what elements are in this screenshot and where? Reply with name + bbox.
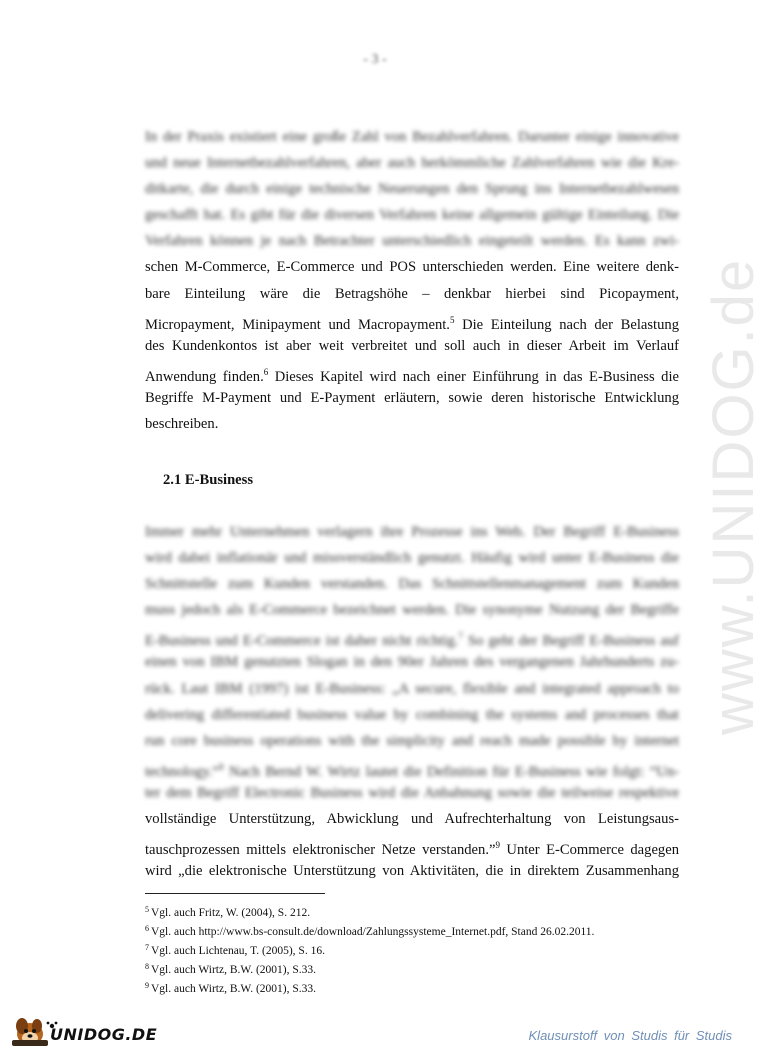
text-line [145,228,679,254]
text-line-continuation: Die Einteilung nach der Belastung [454,316,679,333]
text-line-content: Immer mehr Unternehmen verlagern ihre Prozesse ins Web. Der Begriff E-Business [145,524,679,540]
text-line-content: schen M-Commerce, E-Commerce und POS unterschieden werden. Eine weitere denk- [145,259,679,276]
footnote-reference[interactable]: 8 [219,761,224,772]
footnote-item [145,940,679,959]
text-line [145,202,679,228]
text-line-content: E-Business und E-Commerce ist daher nicht richtig. [145,633,459,650]
text-line-content: ditkarte, die durch einige technische Neuerungen den Sprung ins Internetbezahlwesen [145,181,679,198]
text-line [145,150,679,176]
text-line [145,545,679,571]
footnote-number: 8 [145,962,149,971]
footnote-item [145,902,679,921]
page-number: - 3 - [363,52,387,67]
text-line-content: Verfahren können je nach Betrachter unterschiedlich eingeteilt werden. Es kann zwi- [145,233,679,250]
text-line [145,519,679,545]
text-line [145,124,679,150]
text-line-content: geschafft hat. Es gibt für die diversen Verfahren keine allgemein gültige Einteilung. Die [145,207,679,224]
footnotes [145,902,679,997]
text-line [145,623,679,649]
text-line [145,571,679,597]
text-line-content: wird „die elektronische Unterstützung von Aktivitäten, die in direktem Zusammenhang [145,863,679,880]
paragraph-intro [145,124,679,437]
section-heading: 2.1 E-Business [163,472,254,488]
text-line [145,780,679,806]
text-line-content: Anwendung finden. [145,368,264,385]
footnote-item [145,978,679,997]
text-line-content: Schnittstelle zum Kunden verstanden. Das Schnittstellenmanagement zum Kunden [145,576,679,593]
footnote-item [145,921,679,940]
text-line [145,806,679,832]
text-line [145,649,679,675]
text-line [145,858,679,884]
text-line [145,676,679,702]
footnote-text: Vgl. auch Wirtz, B.W. (2001), S.33. [151,964,316,976]
text-line [145,728,679,754]
paragraph-e-business [145,519,679,884]
text-line-content: beschreiben. [145,416,219,433]
text-line [145,702,679,728]
text-line-continuation: Unter E-Commerce dagegen [499,842,680,859]
footnote-text: Vgl. auch Wirtz, B.W. (2001), S.33. [151,983,316,995]
footnote-text: Vgl. auch Fritz, W. (2004), S. 212. [151,907,311,919]
dog-mascot-icon [12,1018,48,1046]
text-line-content: rück. Laut IBM (1997) ist E-Business: „A secure, flexible and integrated approach to [145,680,679,697]
text-line-content: bare Einteilung wäre die Betragshöhe – denkbar hierbei sind Picopayment, [145,285,679,302]
footnote-reference[interactable]: 7 [458,631,463,642]
text-line-content: einen von IBM genutzten Slogan in den 90er Jahren des vergangenen Jahrhunderts zu- [145,654,679,671]
footnote-reference[interactable]: 6 [263,366,269,377]
text-line-content: muss jedoch als E-Commerce bezeichnet werden. Die synonyme Nutzung der Begriffe [145,602,679,619]
text-line-content: tauschprozessen mittels elektronischer Netze verstanden.” [145,842,496,859]
footnote-number: 9 [145,981,149,990]
text-line-continuation: So geht der Begriff E-Business auf [462,633,679,650]
text-line-content: Begriffe M-Payment und E-Payment erläutern, sowie deren historische Entwicklung [145,389,679,406]
text-line [145,411,679,437]
text-line-content: vollständige Unterstützung, Abwicklung und Aufrechterhaltung von Leistungsaus- [145,811,679,828]
text-line [145,307,679,333]
text-line-content: ter dem Begriff Electronic Business wird die Anbahnung sowie die teilweise respektive [145,784,679,801]
text-line-content: wird dabei inflationär und missverständlich genutzt. Häufig wird unter E-Business die [145,550,679,567]
footnote-text: Vgl. auch http://www.bs-consult.de/download/Zahlungssysteme_Internet.pdf, Stand 26.02.2011. [151,926,595,938]
text-line-content: Micropayment, Minipayment und Macropayment. [145,316,450,333]
watermark: www.UNIDOG.de [701,257,766,735]
text-line [145,385,679,411]
text-line [145,281,679,307]
logo-text: UNIDOG.DE [50,1025,158,1044]
text-line-content: und neue Internetbezahlverfahren, aber auch herkömmliche Zahlverfahren wie die Kre- [145,155,679,172]
footer-tagline: Klausurstoff von Studis für Studis [528,1028,732,1043]
text-line-content: run core business operations with the simplicity and reach made possible by internet [145,732,679,749]
footnote-number: 5 [145,905,149,914]
footnote-number: 6 [145,924,149,933]
text-line-continuation: Nach Bernd W. Wirtz lautet die Definition für E-Business wie folgt: “Un- [223,763,679,780]
footnote-reference[interactable]: 5 [449,314,455,325]
text-line [145,254,679,280]
text-line-content: delivering differentiated business value by combining the systems and processes that [145,706,679,723]
text-line-content: des Kundenkontos ist aber weit verbreitet und soll auch in dieser Arbeit im Verlauf [145,337,679,354]
text-line [145,597,679,623]
text-line [145,359,679,385]
text-line [145,333,679,359]
footnote-text: Vgl. auch Lichtenau, T. (2005), S. 16. [151,945,325,957]
text-line-content: In der Praxis existiert eine große Zahl von Bezahlverfahren. Darunter einige innovative [145,129,679,145]
footnote-reference[interactable]: 9 [495,840,500,851]
text-line [145,176,679,202]
footnote-number: 7 [145,943,149,952]
text-line-content: technology.“ [145,763,220,780]
text-line [145,832,679,858]
text-line-continuation: Dieses Kapitel wird nach einer Einführung in das E-Business die [268,368,679,385]
text-line [145,754,679,780]
footnote-separator [145,893,325,894]
footnote-item [145,959,679,978]
